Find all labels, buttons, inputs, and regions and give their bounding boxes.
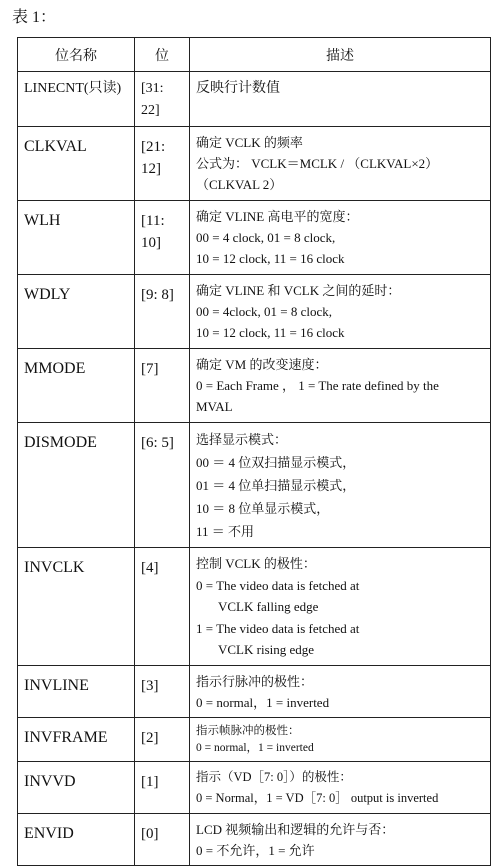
table-header-row	[18, 38, 491, 72]
description-line: 确定 VM 的改变速度：	[196, 357, 328, 372]
description-line: 00 = 4clock, 01 = 8 clock,	[196, 304, 332, 319]
description-line: 1 = The video data is fetched at	[196, 620, 360, 636]
bit-range: [4]	[135, 548, 190, 666]
description-line: 0 = normal，1 = inverted	[196, 694, 330, 710]
description-line: 0 = normal，1 = inverted	[196, 741, 314, 754]
description	[190, 665, 491, 717]
description-line: 公式为： VCLK＝MCLK / （CLKVAL×2）	[196, 156, 439, 171]
description-line: 确定 VLINE 和 VCLK 之间的延时：	[196, 283, 401, 298]
description-line: 指示帧脉冲的极性：	[196, 724, 300, 737]
table-row	[18, 72, 491, 127]
description-line: VCLK falling edge	[218, 599, 319, 614]
description	[190, 127, 491, 201]
description-line: 反映行计数值	[196, 81, 280, 96]
bit-range: [7]	[135, 349, 190, 423]
bit-range: [21: 12]	[135, 127, 190, 201]
description	[190, 423, 491, 548]
register-table	[17, 37, 491, 866]
description	[190, 761, 491, 813]
bit-name: MMODE	[18, 349, 135, 423]
bit-range: [3]	[135, 665, 190, 717]
description-line: 0 = The video data is fetched at	[196, 577, 360, 593]
description-line: 01 ＝ 4 位单扫描显示模式，	[196, 478, 356, 493]
description-line: 10 ＝ 8 位单显示模式，	[196, 501, 330, 516]
bit-name: WDLY	[18, 275, 135, 349]
table-row	[18, 349, 491, 423]
header-description: 描述	[190, 38, 491, 72]
description-line: 00 ＝ 4 位双扫描显示模式，	[196, 455, 356, 470]
bit-name: CLKVAL	[18, 127, 135, 201]
table-row	[18, 201, 491, 275]
bit-range: [31: 22]	[135, 72, 190, 127]
description	[190, 813, 491, 865]
bit-name: ENVID	[18, 813, 135, 865]
bit-name: INVFRAME	[18, 717, 135, 761]
description	[190, 717, 491, 761]
table-caption: 表 1：	[12, 9, 57, 26]
description-line: 0 = Normal，1 = VD［7: 0］ output is inverted	[196, 790, 439, 805]
description-line: 11 ＝ 不用	[196, 524, 255, 539]
bit-range: [11: 10]	[135, 201, 190, 275]
description-line: 10 = 12 clock, 11 = 16 clock	[196, 251, 345, 266]
description-line: 指示行脉冲的极性：	[196, 673, 314, 689]
bit-name: INVCLK	[18, 548, 135, 666]
description-line: 选择显示模式：	[196, 432, 288, 447]
header-bit: 位	[135, 38, 190, 72]
bit-name: INVVD	[18, 761, 135, 813]
table-row	[18, 665, 491, 717]
description-line: 10 = 12 clock, 11 = 16 clock	[196, 325, 345, 340]
table-row	[18, 813, 491, 865]
description	[190, 201, 491, 275]
description-line: LCD 视频输出和逻辑的允许与否：	[196, 821, 395, 837]
bit-name: LINECNT(只读)	[18, 72, 135, 127]
description	[190, 72, 491, 127]
description-line: 确定 VLINE 高电平的宽度：	[196, 209, 359, 224]
description-line: （CLKVAL 2）	[196, 177, 283, 192]
bit-name: INVLINE	[18, 665, 135, 717]
bit-name: WLH	[18, 201, 135, 275]
header-bit-name: 位名称	[18, 38, 135, 72]
table-row	[18, 127, 491, 201]
description-line: 确定 VCLK 的频率	[196, 135, 303, 150]
description-line: 指示（VD［7: 0］）的极性：	[196, 769, 352, 784]
description	[190, 275, 491, 349]
bit-range: [0]	[135, 813, 190, 865]
bit-range: [6: 5]	[135, 423, 190, 548]
description	[190, 548, 491, 666]
description-line: 控制 VCLK 的极性：	[196, 556, 316, 571]
bit-range: [1]	[135, 761, 190, 813]
description-line: 0 = Each Frame ， 1 = The rate defined by the	[196, 378, 439, 393]
description-line: 0 = 不允许，1 = 允许	[196, 842, 315, 858]
table-row	[18, 761, 491, 813]
table-row	[18, 548, 491, 666]
table-row	[18, 275, 491, 349]
table-row	[18, 423, 491, 548]
table-row	[18, 717, 491, 761]
description	[190, 349, 491, 423]
description-line: VCLK rising edge	[218, 642, 315, 657]
description-line: 00 = 4 clock, 01 = 8 clock,	[196, 230, 336, 245]
bit-range: [9: 8]	[135, 275, 190, 349]
bit-name: DISMODE	[18, 423, 135, 548]
description-line: MVAL	[196, 399, 233, 414]
bit-range: [2]	[135, 717, 190, 761]
